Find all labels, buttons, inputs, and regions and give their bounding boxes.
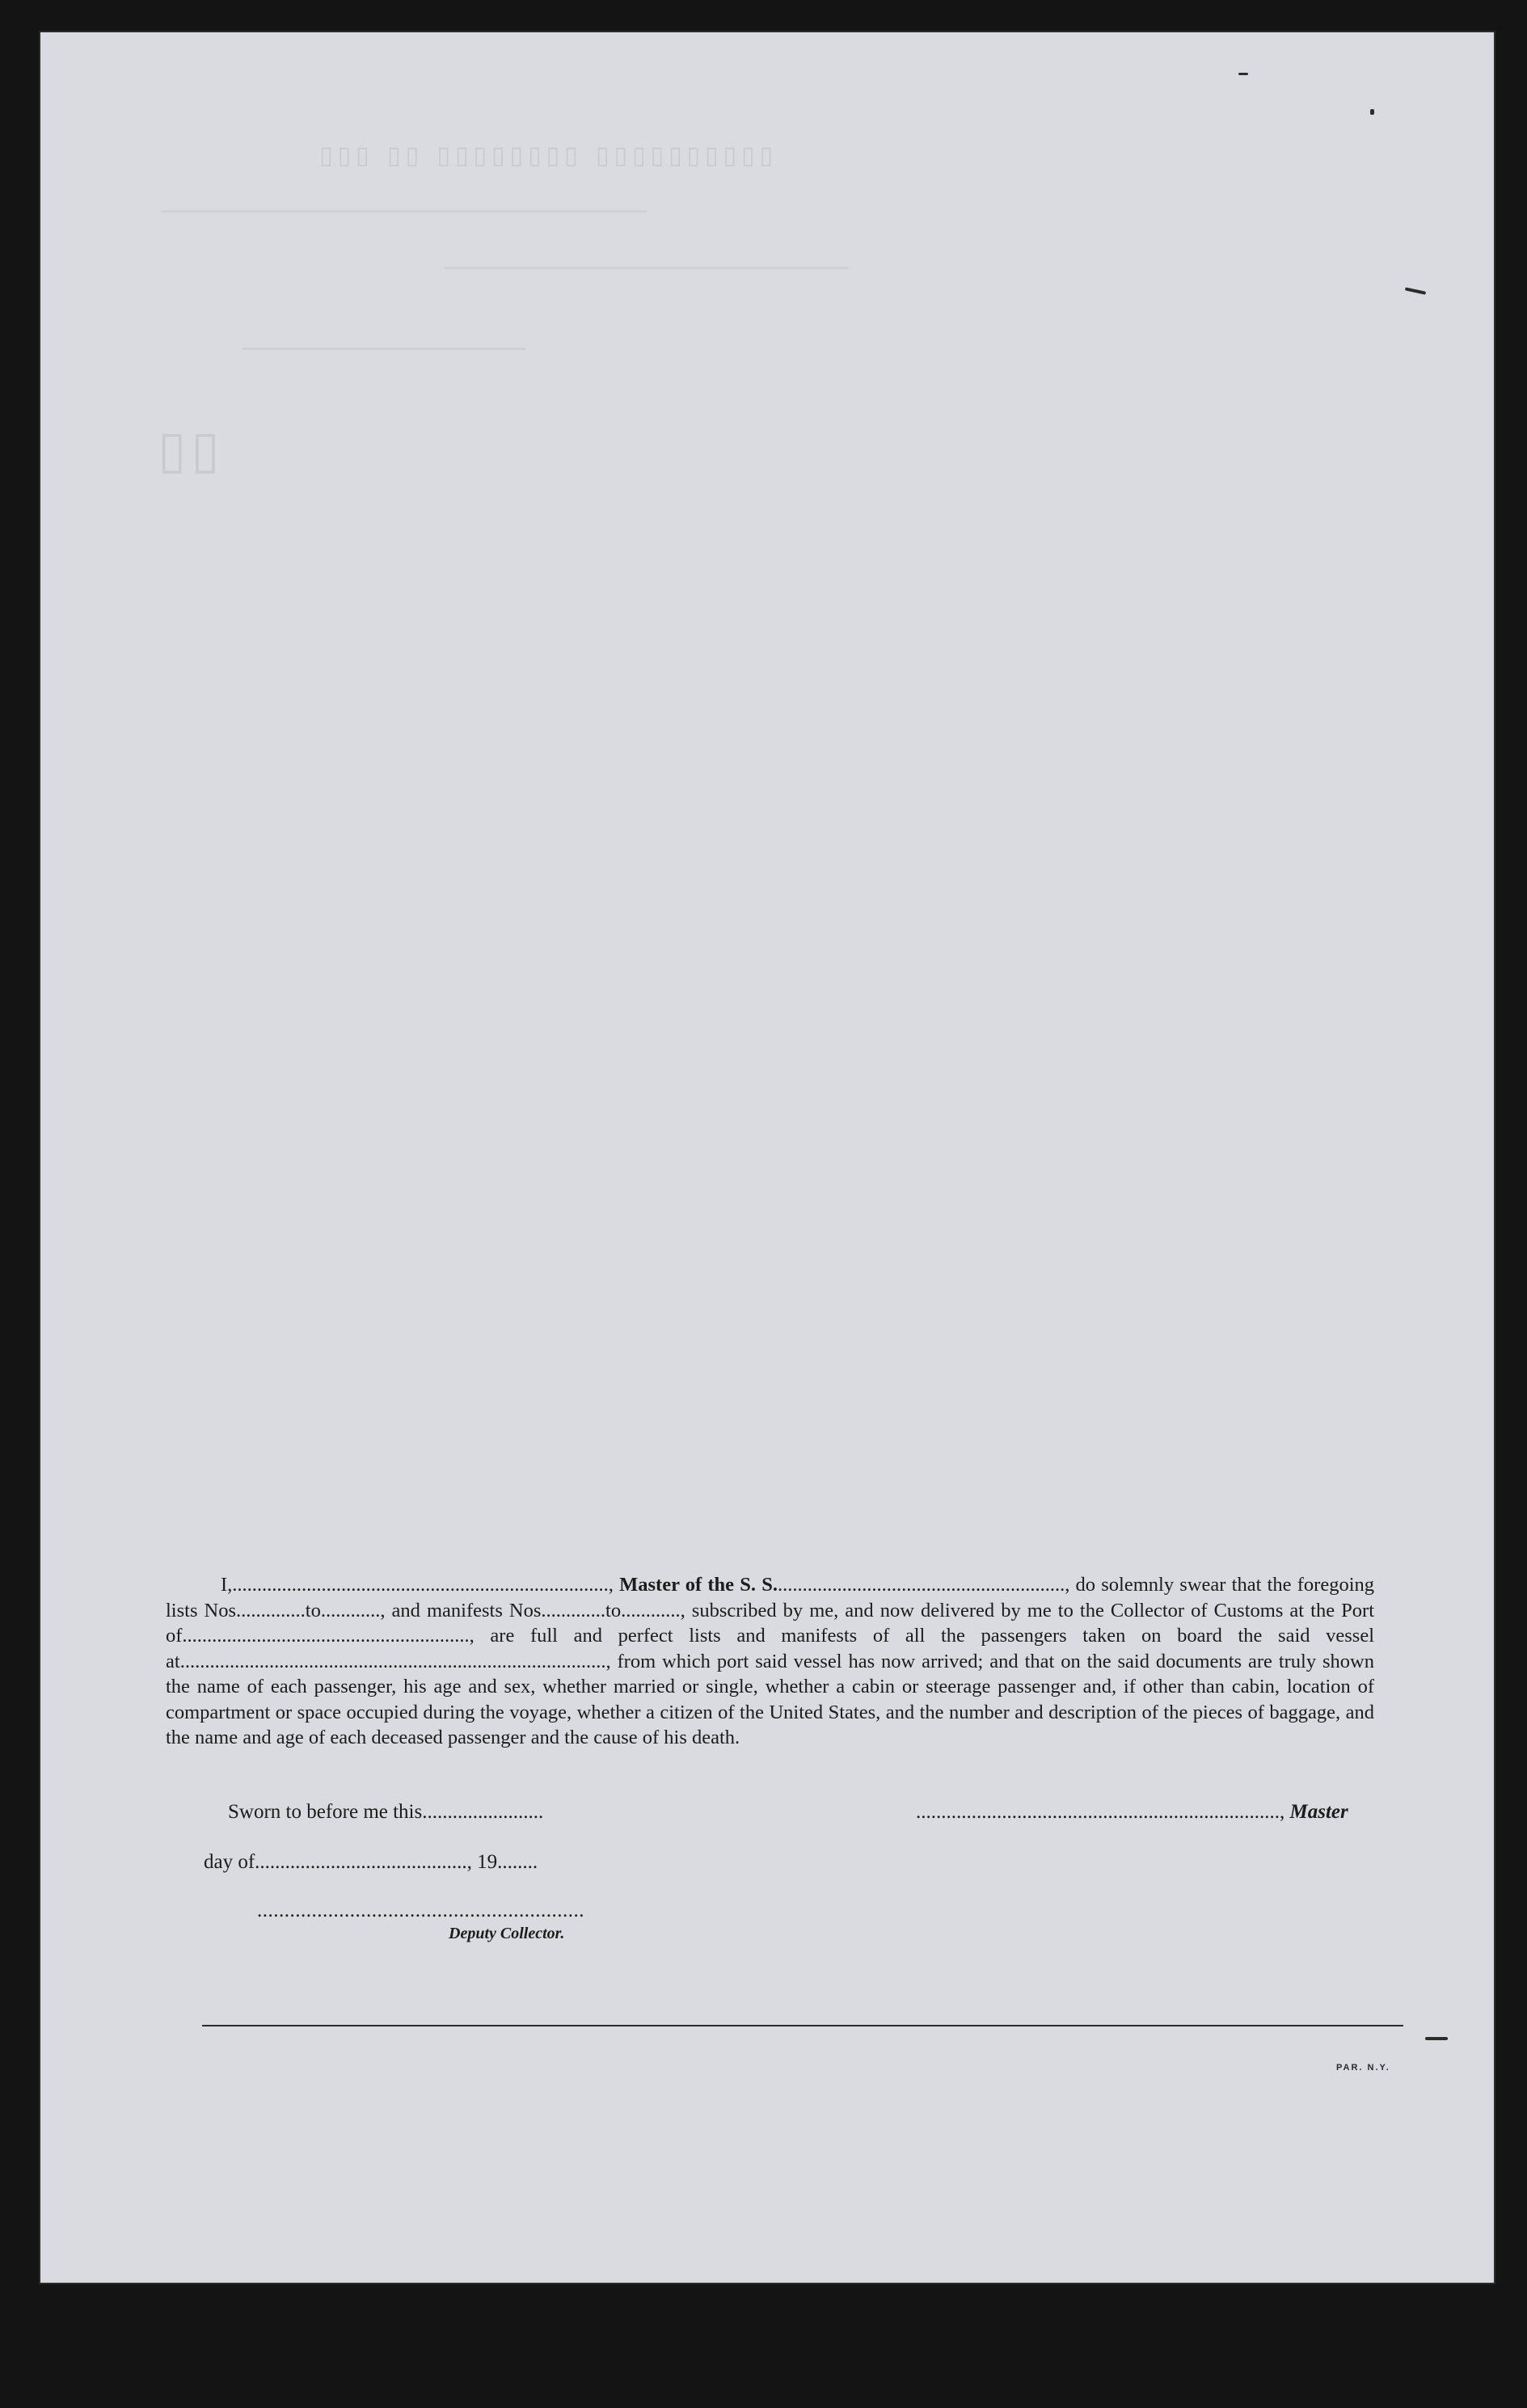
- deputy-collector-label: Deputy Collector.: [449, 1925, 565, 1942]
- year-blank: ........: [497, 1851, 538, 1873]
- scan-speck: [1370, 109, 1374, 115]
- ghost-line: [162, 210, 647, 213]
- master-oath-paragraph: I,............................................................................, Master of the S. S..........................................................., do solemnly swear that the foregoing lists Nos..............to............, and manifests Nos.............to............, subscribed by me, and now delivered by me to the Collector of Customs at the Port of.........................................................., are full and perfect lists and manifests of all the passengers taken on board the said vessel at......................................................................................, from which port said vessel has now arrived; and that on the said documents are truly shown the name of each passenger, his age and sex, whether married or single, whether a cabin or steerage passenger and, if other than cabin, location of compartment or space occupied during the voyage, whether a citizen of the United States, and the number and description of the pieces of baggage, and the name and age of each deceased passenger and the cause of his death.: [166, 1574, 1375, 1748]
- document-page: [40, 32, 1494, 2283]
- sworn-blank: ........................: [422, 1801, 544, 1823]
- ghost-show-through-heading: ▯▯▯ ▯▯ ▯▯▯▯▯▯▯▯ ▯▯▯▯▯▯▯▯▯▯: [319, 141, 778, 170]
- deputy-collector-signature-blank: ............................................................: [257, 1900, 584, 1921]
- ghost-line: [243, 348, 525, 350]
- master-signature-blank: ........................................................................,: [916, 1801, 1285, 1823]
- scan-speck: [1238, 73, 1248, 75]
- day-blank: ..........................................,: [255, 1851, 472, 1873]
- scan-speck: [1425, 2037, 1448, 2040]
- day-of-line: [204, 1851, 538, 1874]
- scan-speck: [1405, 287, 1426, 294]
- ghost-show-through-number: ▯▯: [158, 420, 225, 480]
- day-of-label: day of: [204, 1851, 255, 1873]
- sworn-before-me-line: [228, 1801, 543, 1824]
- horizontal-rule: [202, 2025, 1403, 2026]
- master-label: Master: [1289, 1801, 1348, 1823]
- year-prefix: 19: [477, 1851, 498, 1873]
- ghost-line: [445, 267, 849, 269]
- printer-mark: PAR. N.Y.: [1336, 2063, 1390, 2073]
- sworn-label: Sworn to before me this: [228, 1801, 423, 1823]
- master-signature-line: [916, 1801, 1348, 1824]
